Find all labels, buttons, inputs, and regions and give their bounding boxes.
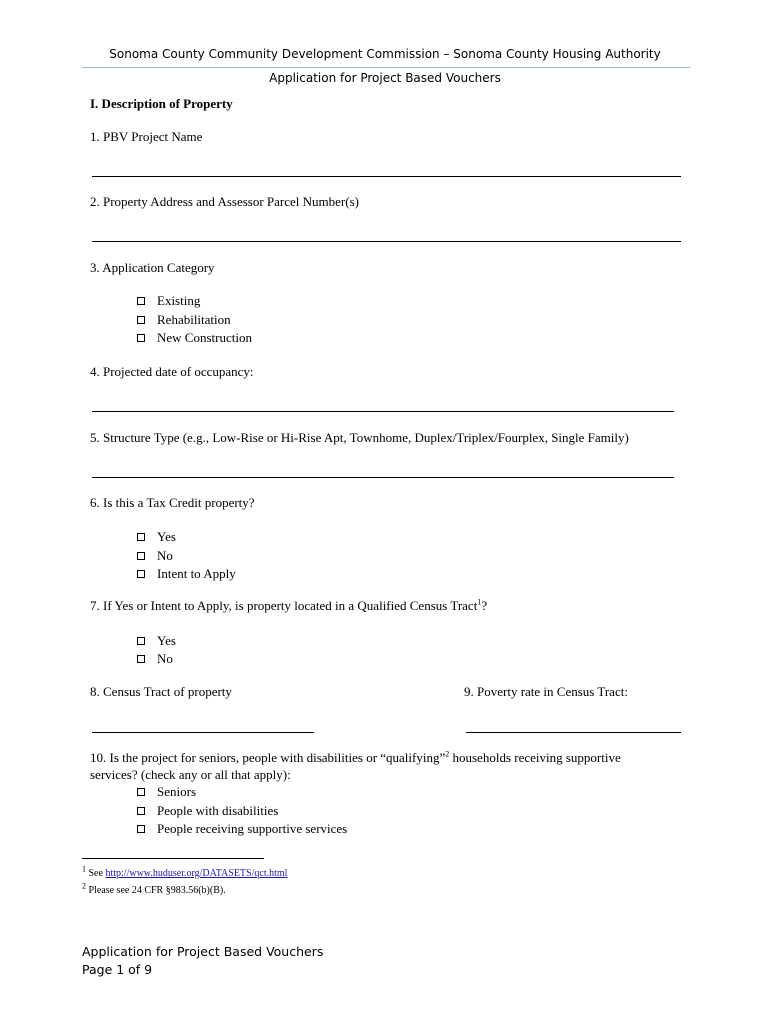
q3-label: 3. Application Category <box>90 260 215 275</box>
checkbox[interactable] <box>137 637 145 645</box>
agency-header: Sonoma County Community Development Commission – Sonoma County Housing Authority <box>109 47 661 61</box>
document-title: Application for Project Based Vouchers <box>269 71 501 85</box>
footnote-separator <box>82 858 264 859</box>
checkbox[interactable] <box>137 334 145 342</box>
q3-option-rehabilitation[interactable]: Rehabilitation <box>137 312 231 328</box>
q2-label: 2. Property Address and Assessor Parcel Number(s) <box>90 194 359 209</box>
footnote-ref-1: 1 <box>477 597 482 607</box>
footnote-2: $^2$ Please see 24 CFR §983.56(b)(B). <box>82 881 226 896</box>
checkbox[interactable] <box>137 825 145 833</box>
q6-option-intent-to-apply[interactable]: Intent to Apply <box>137 566 236 582</box>
q8-answer-line[interactable] <box>92 732 314 733</box>
q8-label: 8. Census Tract of property <box>90 684 232 699</box>
q4-answer-line[interactable] <box>92 411 674 412</box>
q6-option-yes[interactable]: Yes <box>137 529 176 545</box>
footnote-ref-2: 2 <box>445 749 450 759</box>
checkbox[interactable] <box>137 570 145 578</box>
q9-answer-line[interactable] <box>466 732 681 733</box>
checkbox[interactable] <box>137 533 145 541</box>
checkbox[interactable] <box>137 655 145 663</box>
q6-label: 6. Is this a Tax Credit property? <box>90 495 255 510</box>
q1-answer-line[interactable] <box>92 176 681 177</box>
header-rule <box>82 67 690 68</box>
footnote-1: $^1$ See http://www.huduser.org/DATASETS/qct.html <box>82 864 288 879</box>
q2-answer-line[interactable] <box>92 241 681 242</box>
checkbox[interactable] <box>137 788 145 796</box>
q7-option-yes[interactable]: Yes <box>137 633 176 649</box>
q6-option-no[interactable]: No <box>137 548 173 564</box>
checkbox[interactable] <box>137 316 145 324</box>
q7-option-no[interactable]: No <box>137 651 173 667</box>
checkbox[interactable] <box>137 552 145 560</box>
q10-option-disabilities[interactable]: People with disabilities <box>137 803 278 819</box>
q3-option-existing[interactable]: Existing <box>137 293 200 309</box>
checkbox[interactable] <box>137 807 145 815</box>
q10-option-seniors[interactable]: Seniors <box>137 784 196 800</box>
q4-label: 4. Projected date of occupancy: <box>90 364 254 379</box>
page-number: Page 1 of 9 <box>82 962 153 977</box>
q10-label-continued: services? (check any or all that apply): <box>90 767 291 782</box>
q9-label: 9. Poverty rate in Census Tract: <box>464 684 628 699</box>
q10-label: 10. Is the project for seniors, people with disabilities or “qualifying”$^2$ households receiving supportive <box>90 749 621 765</box>
q7-label: 7. If Yes or Intent to Apply, is property located in a Qualified Census Tract$^1$? <box>90 597 488 613</box>
q3-option-new-construction[interactable]: New Construction <box>137 330 252 346</box>
q1-label: 1. PBV Project Name <box>90 129 203 144</box>
qct-link[interactable]: http://www.huduser.org/DATASETS/qct.html <box>105 868 288 879</box>
checkbox[interactable] <box>137 297 145 305</box>
q5-answer-line[interactable] <box>92 477 674 478</box>
footer-title: Application for Project Based Vouchers <box>82 944 324 959</box>
q10-option-supportive-services[interactable]: People receiving supportive services <box>137 821 347 837</box>
section-title: I. Description of Property <box>90 96 233 111</box>
q5-label: 5. Structure Type (e.g., Low-Rise or Hi-Rise Apt, Townhome, Duplex/Triplex/Fourplex, Single Family) <box>90 430 629 445</box>
